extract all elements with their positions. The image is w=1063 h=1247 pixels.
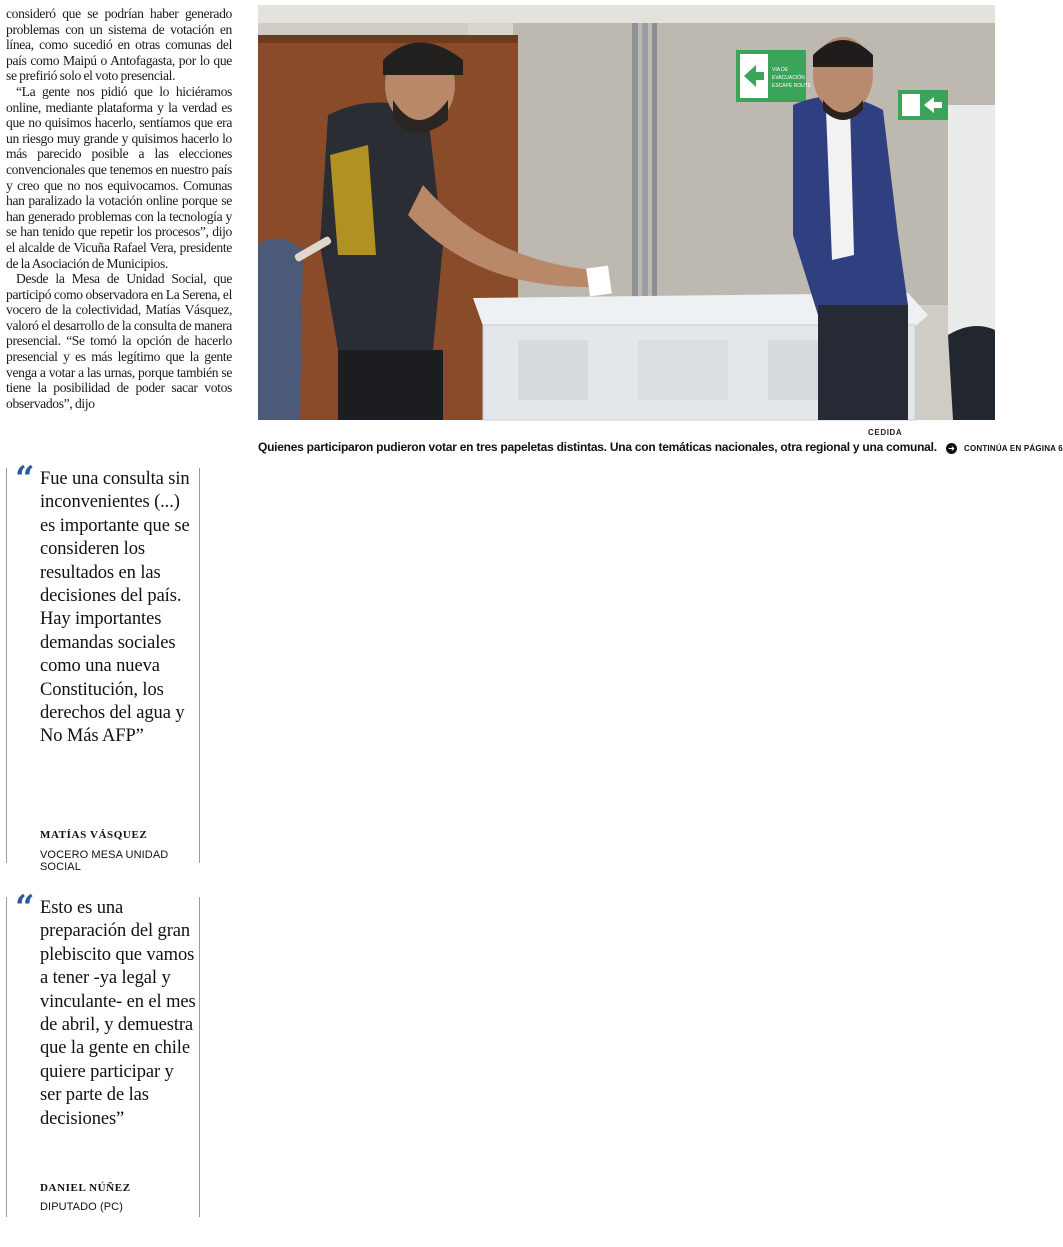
ballot-paper xyxy=(586,266,612,297)
continuation-note: CONTINÚA EN PÁGINA 6 xyxy=(963,444,1063,453)
article-paragraph: Desde la Mesa de Unidad Social, que participó como observadora en La Serena, el vocero de la colectividad, Matías Vásquez, valoró el desarrollo de la consulta de manera presencial. “Se tomó la opción de hacerlo presencial y es más legítimo que la gente venga a votar a las urnas, porque también se tiene la posibilidad de poder sacar votos observados”, dijo xyxy=(6,271,232,411)
quote-mark-icon: “ xyxy=(15,888,35,928)
quote-text: Fue una consulta sin inconvenientes (...) es importante que se consideren los resultados en las decisiones del país. Hay importantes demandas sociales como una nueva Constitución, los derechos del agua y No Más AFP” xyxy=(40,469,190,747)
voting-scene-illustration xyxy=(258,5,995,420)
article-paragraph: “La gente nos pidió que lo hiciéramos online, mediante plataforma y la verdad es que no quisimos hacerlo, sentíamos que era un riesgo muy grande y quisimos hacerlo lo más parecido posible a las elecciones convencionales que tenemos en nuestro país y creo que no nos equivocamos. Comunas han paralizado la votación online porque se han generado problemas con la tecnología y se han tenido que repetir los procesos”, dijo el alcalde de Vicuña Rafael Vera, presidente de la Asociación de Municipios. xyxy=(6,83,232,271)
sign-text: ESCAPE ROUTE xyxy=(772,83,812,89)
sign-text: EVACUACIÓN xyxy=(772,75,805,81)
article-body-column xyxy=(6,6,232,411)
quote-author-name: MATÍAS VÁSQUEZ xyxy=(40,829,148,841)
pull-quote xyxy=(6,459,200,873)
article-paragraph: consideró que se podrían haber generado problemas con un sistema de votación en línea, como sucedió en otras comunas del país como Maipú o Antofagasta, por lo que se prefirió solo el voto presencial. xyxy=(6,6,232,84)
quote-author-role: DIPUTADO (PC) xyxy=(40,1201,123,1213)
quote-author-name: DANIEL NÚÑEZ xyxy=(40,1182,131,1194)
quote-mark-icon: “ xyxy=(15,459,35,499)
quote-author-role: VOCERO MESA UNIDAD SOCIAL xyxy=(40,849,169,873)
news-photo xyxy=(258,5,995,420)
arrow-right-icon: ➜ xyxy=(946,443,957,454)
sign-text: VIA DE xyxy=(772,67,789,73)
pull-quote xyxy=(6,888,200,1217)
photo-caption xyxy=(258,440,1063,454)
quote-text: Esto es una preparación del gran plebiscito que vamos a tener -ya legal y vinculante- en el mes de abril, y demuestra que la gente en chile quiere participar y ser parte de las decisiones” xyxy=(40,898,196,1129)
caption-text: Quienes participaron pudieron votar en tres papeletas distintas. Una con temáticas nacionales, otra regional y una comunal. xyxy=(258,440,937,454)
photo-credit: CEDIDA xyxy=(868,428,903,437)
